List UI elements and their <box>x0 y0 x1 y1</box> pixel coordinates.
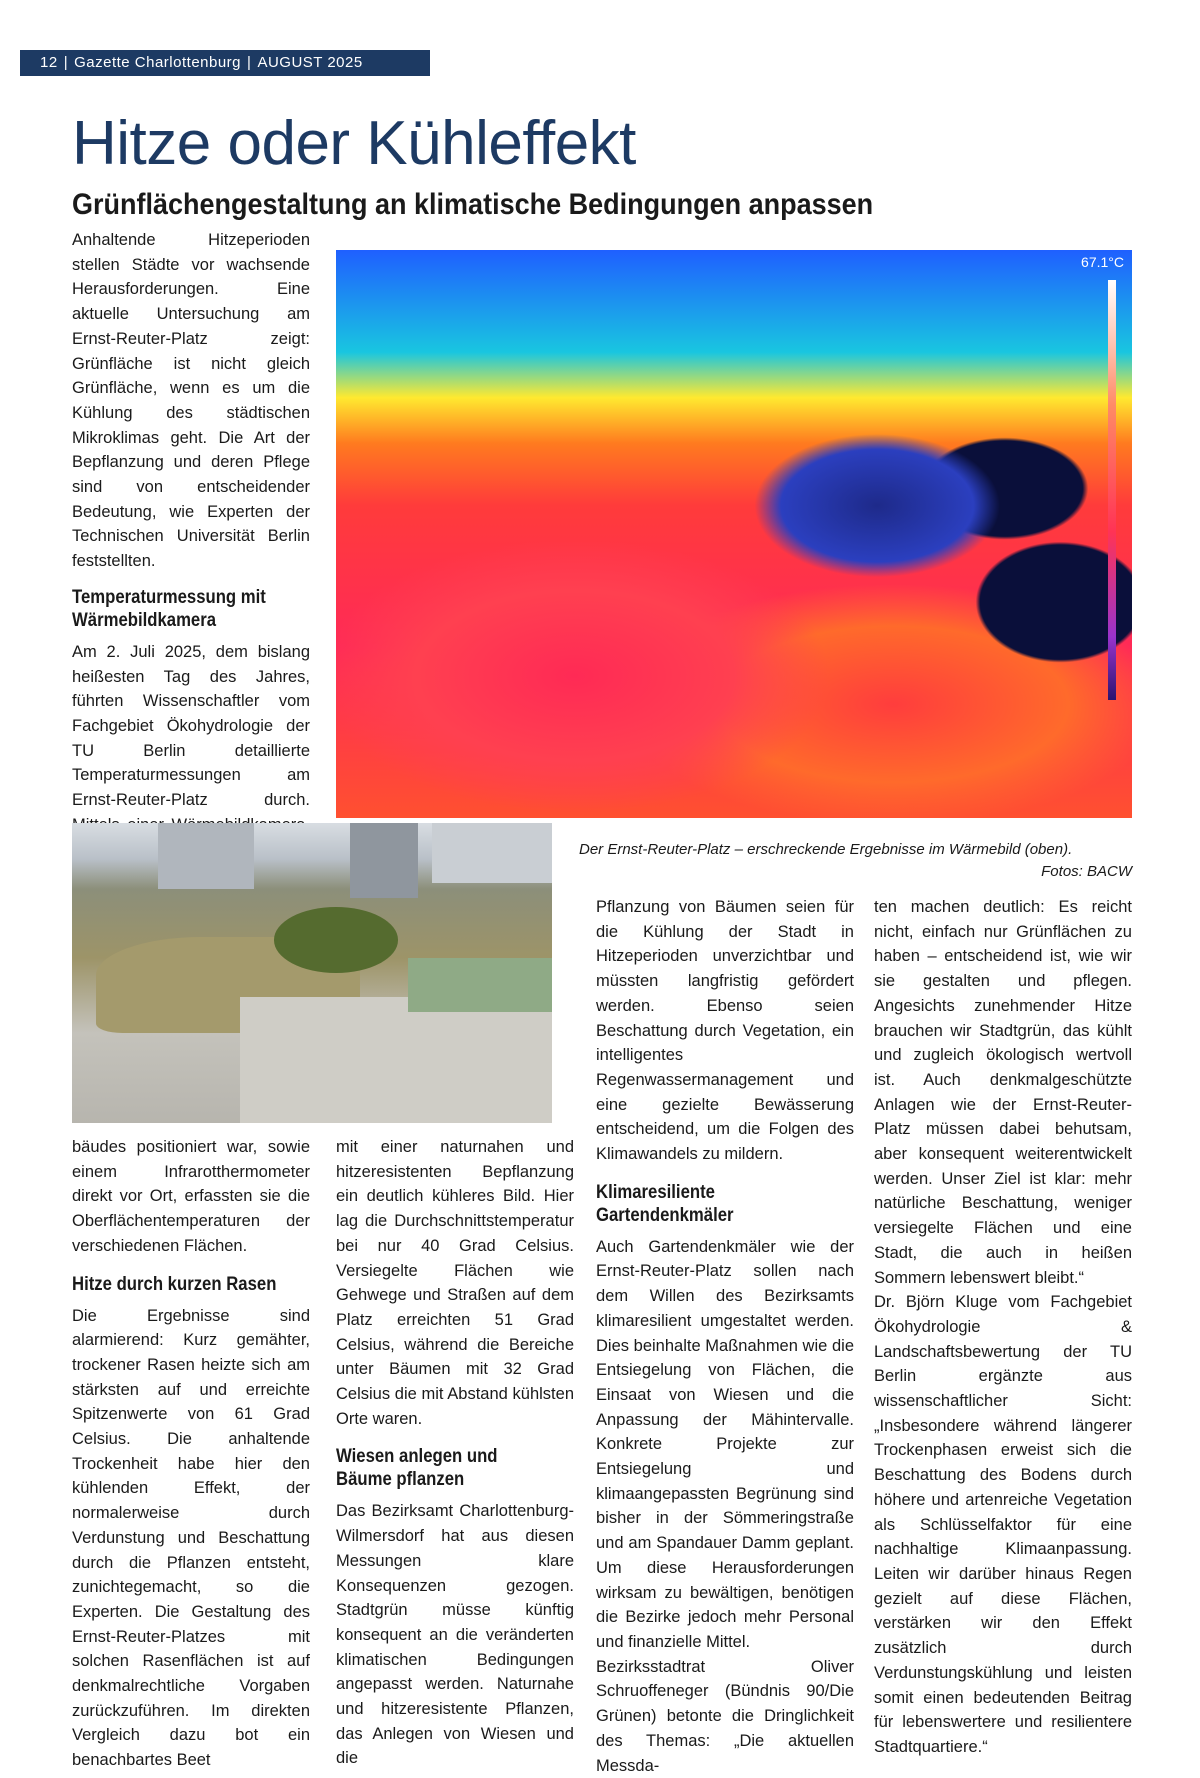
separator: | <box>247 54 252 71</box>
column-1-top <box>72 228 310 887</box>
body-paragraph: Auch Gartendenkmäler wie der Ernst-Reuter-Platz sollen nach dem Willen des Bezirksamts klimaresilient umgestaltet werden. Dies beinhalte Maßnahmen wie die Entsiegelung von Flächen, die Einsaat von Wiesen und die Anpassung der Mähintervalle. Konkrete Projekte zur Entsiegelung und klimaangepassten Begrünung sind bisher in der Sömmeringstraße und am Spandauer Damm geplant. Um diese Herausforderungen wirksam zu bewältigen, benötigen die Bezirke jedoch mehr Personal und finanzielle Mittel. <box>596 1237 854 1651</box>
body-paragraph: Bezirksstadtrat Oliver Schruoffeneger (Bündnis 90/Die Grünen) betonte die Dringlichkeit des Themas: „Die aktuellen Messda- <box>596 1657 854 1775</box>
building-shape <box>350 823 417 898</box>
photo-credit: Fotos: BACW <box>1041 863 1132 880</box>
temperature-scale-bar <box>1108 280 1116 700</box>
body-paragraph: Das Bezirksamt Charlottenburg-Wilmersdorf hat aus diesen Messungen klare Konsequenzen gezogen. Stadtgrün müsse künftig konsequent an die veränderten klimatischen Bedingungen angepasst werden. Naturnahe und hitzeresistente Pflanzen, das Anlegen von Wiesen und die <box>336 1502 574 1768</box>
page-number: 12 <box>40 54 58 71</box>
pond-area <box>408 958 552 1012</box>
column-3 <box>596 895 854 1778</box>
tree-canopy <box>274 907 399 973</box>
building-shape <box>432 823 552 883</box>
body-paragraph: Pflanzung von Bäumen seien für die Kühlung der Stadt in Hitzeperioden unverzichtbar und müssten langfristig gefördert werden. Ebenso seien Beschattung durch Vegetation, ein intelligentes Regenwassermanagement und eine gezielte Bewässerung entscheidend, um die Folgen des Klimawandels zu mildern. <box>596 898 854 1164</box>
body-paragraph: Am 2. Juli 2025, dem bislang heißesten Tag des Jahres, führten Wissenschaftler vom Fachgebiet Ökohydrologie der TU Berlin detaillierte Temperaturmessungen am Ernst-Reuter-Platz durch. <box>72 642 310 810</box>
headline: Hitze oder Kühleffekt <box>72 109 636 178</box>
aerial-photo <box>72 823 552 1123</box>
lead-paragraph: Anhaltende Hitzeperioden stellen Städte vor wachsende Herausforderungen. Eine aktuelle Untersuchung am Ernst-Reuter-Platz zeigt: Grünfläche ist nicht gleich Grünfläche, wenn es um die Kühlung des städtischen Mikroklimas geht. Die Art der Bepflanzung und deren Pflege sind von entscheidender Bedeutung, wie Experten der Technischen Universität Berlin feststellten. <box>72 231 310 571</box>
caption-text: Der Ernst-Reuter-Platz – erschreckende Ergebnisse im Wärmebild (oben). <box>579 841 1073 858</box>
photo-caption <box>579 840 1132 882</box>
body-paragraph: ten machen deutlich: Es reicht nicht, einfach nur Grünflächen zu haben – entscheidend ist, wie wir sie gestalten und pflegen. Angesichts zunehmender Hitze brauchen wir Stadtgrün, das kühlt und zugleich ökologisch wertvoll ist. Auch denkmalgeschützte Anlagen wie der Ernst-Reuter-Platz müssen dabei behutsam, aber konsequent weiterentwickelt werden. Unser Ziel ist klar: mehr natürliche Beschattung, weniger versiegelte Flächen und eine Stadt, die auch in heißen Sommern lebenswert bleibt.“ <box>874 898 1132 1287</box>
column-4 <box>874 895 1132 1760</box>
column-1-bottom <box>72 1135 310 1773</box>
separator: | <box>63 54 69 71</box>
page-header <box>20 50 430 76</box>
subheadline: Grünflächengestaltung an klimatische Bedingungen anpassen <box>72 188 874 221</box>
publication-name: Gazette Charlottenburg <box>74 54 242 71</box>
column-2 <box>336 1135 574 1771</box>
temperature-label: 67.1°C <box>1081 254 1124 270</box>
plaza-area <box>240 997 552 1123</box>
issue-date: AUGUST 2025 <box>257 54 363 71</box>
body-paragraph: bäudes positioniert war, sowie einem Infrarotthermometer direkt vor Ort, erfassten sie die Oberflächentemperaturen der verschiedenen Flächen. <box>72 1138 310 1255</box>
section-heading: Wiesen anlegen und Bäume pflanzen <box>336 1446 498 1491</box>
thermal-image <box>336 250 1132 818</box>
body-paragraph: Die Ergebnisse sind alarmierend: Kurz gemähter, trockener Rasen heizte sich am stärksten auf und erreichte Spitzenwerte von 61 Grad Celsius. Die anhaltende Trockenheit habe hier den kühlenden Effekt, der normalerweise durch Verdunstung und Beschattung durch die Pflanzen entsteht, zunichtegemacht, so die Experten. Die Gestaltung des Ernst-Reuter-Platzes mit solchen Rasenflächen ist auf denkmalrechtliche Vorgaben zurückzuführen. Im direkten Vergleich dazu bot ein benachbartes Beet <box>72 1306 310 1770</box>
body-paragraph: mit einer naturnahen und hitzeresistenten Bepflanzung ein deutlich kühleres Bild. Hier lag die Durchschnittstemperatur bei nur 40 Grad Celsius. Versiegelte Flächen wie Gehwege und Straßen auf dem Platz erreichten 51 Grad Celsius, während die Bereiche unter Bäumen mit 32 Grad Celsius die mit Abstand kühlsten Orte waren. <box>336 1138 574 1428</box>
section-heading: Klimaresiliente Gartendenkmäler <box>596 1181 734 1226</box>
building-shape <box>158 823 254 889</box>
body-paragraph: Dr. Björn Kluge vom Fachgebiet Ökohydrologie & Landschaftsbewertung der TU Berlin ergänzte aus wissenschaftlicher Sicht: „Insbesondere während längerer Trockenphasen erweist sich die Beschattung des Bodens durch höhere und artenreiche Vegetation als Schlüsselfaktor für eine nachhaltige Klimaanpassung. Leiten wir darüber hinaus Regen gezielt auf diese Flächen, verstärken wir den Effekt zusätzlich durch Verdunstungskühlung und leisten somit einen bedeutenden Beitrag für lebenswertere und resilientere Stadtquartiere.“ <box>874 1293 1132 1756</box>
section-heading: Temperaturmessung mit Wärmebildkamera <box>72 586 266 631</box>
section-heading: Hitze durch kurzen Rasen <box>72 1273 277 1295</box>
